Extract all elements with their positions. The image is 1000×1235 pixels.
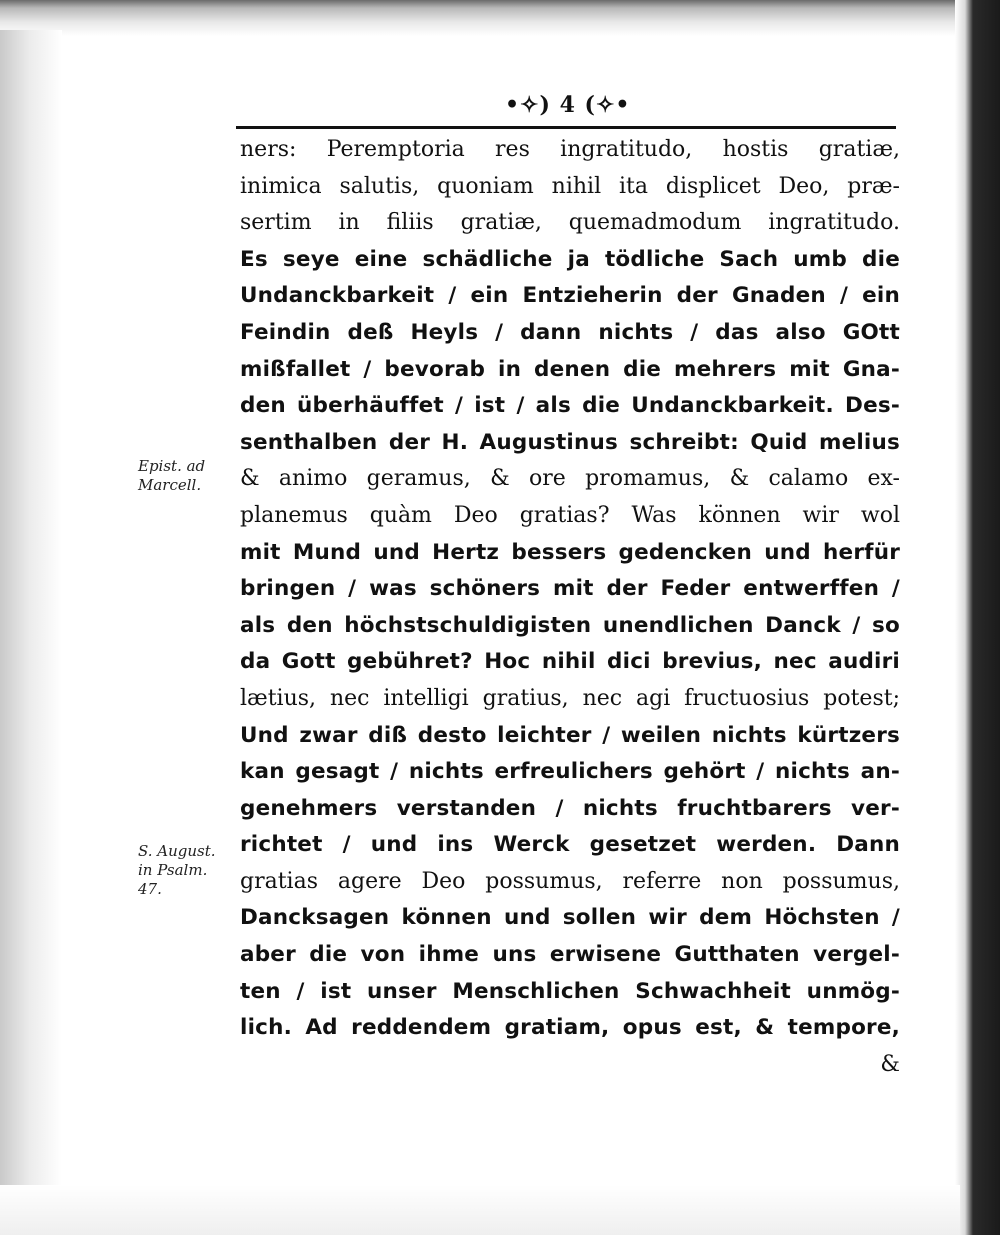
marginal-note-epist [138, 457, 205, 495]
text-line: planemus quàm Deo gratias? Was können wir wol [240, 502, 900, 528]
text-line: lich. Ad reddendem gratiam, opus est, & tempore, [240, 1015, 900, 1041]
catchword: & [880, 1051, 900, 1077]
text-line: Undanckbarkeit / ein Entzieherin der Gnaden / ein [240, 283, 900, 309]
scan-left-shadow [0, 30, 62, 1235]
text-line: senthalben der H. Augustinus schreibt: Quid melius [240, 429, 900, 455]
text-line: lætius, nec intelligi gratius, nec agi fructuosius potest; [240, 685, 900, 711]
scan-bottom-shade [0, 1185, 960, 1235]
text-line: aber die von ihme uns erwisene Gutthaten vergel- [240, 942, 900, 968]
scan-top-shadow [0, 0, 1000, 36]
header-rule [236, 126, 896, 129]
text-line: sertim in filiis gratiæ, quemadmodum ingratitudo. [240, 210, 900, 236]
marginal-note-august [138, 842, 216, 899]
text-line: bringen / was schöners mit der Feder entwerffen / [240, 576, 900, 602]
body-text [240, 132, 900, 1083]
text-line: Und zwar diß desto leichter / weilen nichts kürtzers [240, 722, 900, 748]
text-line: den überhäuffet / ist / als die Undanckbarkeit. Des- [240, 393, 900, 419]
text-line: Feindin deß Heyls / dann nichts / das also GOtt [240, 319, 900, 345]
text-line: gratias agere Deo possumus, referre non possumus, [240, 868, 900, 894]
text-line: Es seye eine schädliche ja tödliche Sach umb die [240, 246, 900, 272]
text-line: da Gott gebühret? Hoc nihil dici brevius, nec audiri [240, 649, 900, 675]
text-line: mißfallet / bevorab in denen die mehrers mit Gna- [240, 356, 900, 382]
scan-right-edge [955, 0, 1000, 1235]
text-line: als den höchstschuldigisten unendlichen Danck / so [240, 612, 900, 638]
marginal-note-line: Epist. ad [138, 457, 206, 475]
text-line: kan gesagt / nichts erfreulichers gehört / nichts an- [240, 759, 900, 785]
marginal-note-line: Marcell. [138, 476, 202, 494]
marginal-note-line: in Psalm. [138, 861, 208, 879]
marginal-note-line: 47. [138, 880, 162, 898]
text-line: Dancksagen können und sollen wir dem Höchsten / [240, 905, 900, 931]
marginal-note-line: S. August. [138, 842, 216, 860]
page-number-header: •✧) 4 (✧• [505, 92, 631, 118]
text-line: inimica salutis, quoniam nihil ita displicet Deo, præ- [240, 173, 900, 199]
text-line: ners: Peremptoria res ingratitudo, hostis gratiæ, [240, 137, 900, 162]
text-line: & animo geramus, & ore promamus, & calamo ex- [240, 466, 900, 492]
text-line: genehmers verstanden / nichts fruchtbarers ver- [240, 795, 900, 821]
text-line: ten / ist unser Menschlichen Schwachheit unmög- [240, 978, 900, 1004]
text-line: richtet / und ins Werck gesetzet werden. Dann [240, 832, 900, 858]
text-line: mit Mund und Hertz bessers gedencken und herfür [240, 539, 900, 565]
